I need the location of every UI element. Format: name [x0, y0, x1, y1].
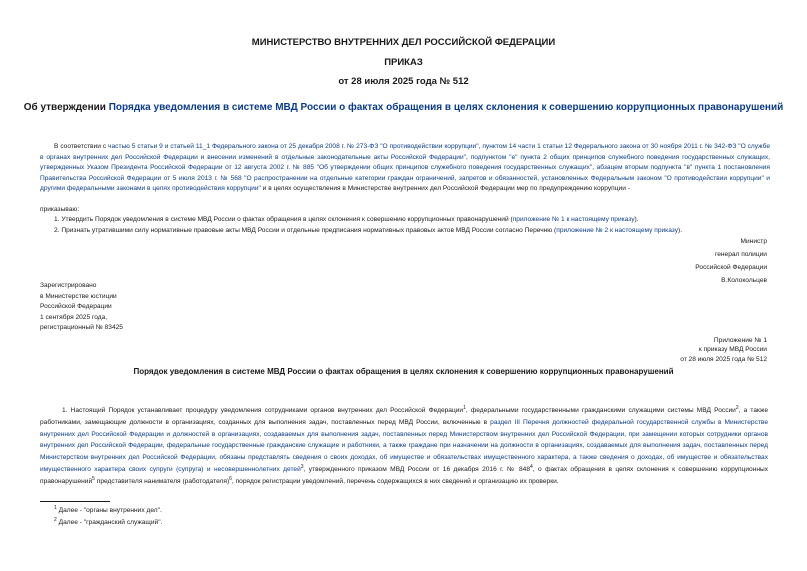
registration-line: 1 сентября 2025 года,	[40, 314, 108, 321]
body-text: 1. Настоящий Порядок устанавливает процедуру уведомления сотрудниками органов внутренних дел Российской Федерации	[62, 407, 464, 414]
subject-prefix: Об утверждении	[23, 102, 109, 113]
body-paragraph	[40, 405, 768, 488]
order-word: приказываю:	[40, 206, 80, 213]
body-text: , утвержденного приказом МВД России от 16 декабря 2016 г. № 848	[303, 465, 530, 473]
footnote-text: Далее - "гражданский служащий".	[56, 519, 163, 526]
preamble-text: ,	[478, 143, 483, 150]
appendix-line: от 28 июля 2025 года № 512	[680, 356, 767, 363]
doc-subject	[0, 102, 807, 113]
footnote-2	[54, 518, 162, 529]
footnote-ref[interactable]: 2	[735, 404, 739, 411]
body-text: представителя нанимателя (работодателя)	[94, 477, 230, 485]
registration-line: Зарегистрировано	[40, 282, 97, 289]
order-item-1	[54, 215, 639, 226]
ministry-title: МИНИСТЕРСТВО ВНУТРЕННИХ ДЕЛ РОССИЙСКОЙ ФЕДЕРАЦИИ	[251, 37, 556, 48]
footnote-ref[interactable]: 1	[463, 404, 466, 411]
law-342-link[interactable]: пунктом 14 части 1 статьи 12 Федерального закона от 30 ноября 2011 г. № 342-ФЗ "О службе в органах внутренних дел Российской Федерации и внесении изменений в отдельные законодательные акты Российской Федерации"	[40, 143, 771, 161]
decree-885-link[interactable]: подпунктом "е" пункта 2 общих принципов служебного поведения государственных служащих, утвержденных Указом Президента Российской Федерации от 12 августа 2002 г. № 885 "Об утверждении общих принципов служебного поведения государственных служащих"	[40, 153, 770, 172]
subject-link[interactable]: Порядка уведомления в системе МВД России о фактах обращения в целях склонения к совершению коррупционных правонарушений	[108, 102, 784, 113]
item-tail: ).	[678, 227, 683, 234]
preamble-text: ,	[465, 153, 471, 161]
doc-type: ПРИКАЗ	[384, 57, 423, 68]
position-list-link[interactable]: раздел III Перечня должностей федеральной государственной службы в Министерстве внутренних дел Российской Федерации и должностей в организациях, создаваемых для выполнения задач, поставленных перед Министерством внутренних дел Российской Федерации, при замещении которых сотрудники органов внутренних дел Российской Федерации, федеральные государственные гражданские служащие и работники, а также граждане при назначении на должности в организациях, создаваемых для выполнения задач, поставленных перед Министерством внутренних дел Российской Федерации, обязаны представлять сведения о своих доходах, об имуществе и обязательствах имущественного характера, а также сведения о доходах, об имуществе и обязательствах имущественного характера своих супруги (супруга) и несовершеннолетних детей	[40, 418, 768, 473]
body-text: , а также работниками, замещающие должности в организациях, созданных для выполнения задач, поставленных перед МВД России, включенные в	[40, 407, 768, 426]
item-tail: ).	[634, 216, 639, 223]
registration-line: в Министерстве юстиции	[40, 293, 117, 300]
preamble-paragraph	[40, 142, 770, 195]
footnote-text: Далее - "органы внутренних дел".	[56, 507, 162, 514]
footnote-ref[interactable]: 3	[300, 463, 304, 470]
signature-line: Российской Федерации	[695, 264, 767, 271]
preamble-text: ,	[592, 164, 597, 172]
signature-line: Министр	[740, 238, 767, 245]
appendix-title: Порядок уведомления в системе МВД России о фактах обращения в целях склонения к совершению коррупционных правонарушений	[133, 367, 674, 376]
appendix-line: к приказу МВД России	[698, 346, 767, 353]
body-text: , порядок регистрации уведомлений, перечень содержащихся в них сведений и организацию их проверки.	[231, 477, 559, 485]
footnote-ref[interactable]: 6	[229, 475, 232, 482]
body-text: , о фактах обращения в целях склонения к совершению коррупционных правонарушений	[40, 465, 769, 485]
footnote-mark: 1	[54, 504, 57, 511]
signature-name: В.Колокольцев	[721, 277, 767, 284]
registration-line: Российской Федерации	[40, 303, 112, 310]
doc-date-number: от 28 июля 2025 года № 512	[338, 76, 469, 87]
appendix-2-link[interactable]: приложение № 2 к настоящему приказу	[556, 227, 679, 234]
law-273-link[interactable]: частью 5 статьи 9 и статьей 11_1 Федерального закона от 25 декабря 2008 г. № 273-ФЗ "О противодействии коррупции"	[108, 143, 479, 150]
preamble-text: В соответствии с	[54, 143, 109, 150]
footnote-divider	[40, 501, 110, 502]
item-text: 1. Утвердить Порядок уведомления в системе МВД России о фактах обращения в целях склонения к совершению коррупционных правонарушений (	[54, 216, 513, 223]
appendix-1-link[interactable]: приложение № 1 к настоящему приказу	[512, 216, 635, 223]
resolution-568-link[interactable]: абзацем вторым подпункта "в" пункта 1 постановления Правительства Российской Федерации от 5 июля 2013 г. № 568 "О распространении на отдельные категории граждан ограничений, запретов и обязанностей, установленных Федеральным законом "О противодействии коррупции" и другими федеральными законами в целях противодействия коррупции"	[40, 164, 770, 193]
appendix-line: Приложение № 1	[713, 337, 767, 344]
body-text: , федеральными государственными гражданскими служащими системы МВД России	[465, 407, 736, 414]
preamble-text: и в целях осуществления в Министерстве внутренних дел Российской Федерации мер по предупреждению коррупции -	[260, 185, 630, 193]
registration-number: регистрационный № 83425	[40, 324, 123, 331]
footnote-mark: 2	[54, 516, 57, 523]
signature-line: генерал полиции	[714, 251, 767, 258]
footnote-ref[interactable]: 5	[92, 475, 95, 482]
item-text: 2. Признать утратившими силу нормативные правовые акты МВД России и отдельные предписания нормативных правовых актов МВД России согласно Перечню (	[54, 227, 557, 234]
footnote-1	[54, 506, 162, 517]
footnote-ref[interactable]: 4	[530, 463, 533, 470]
order-item-2	[54, 226, 682, 237]
